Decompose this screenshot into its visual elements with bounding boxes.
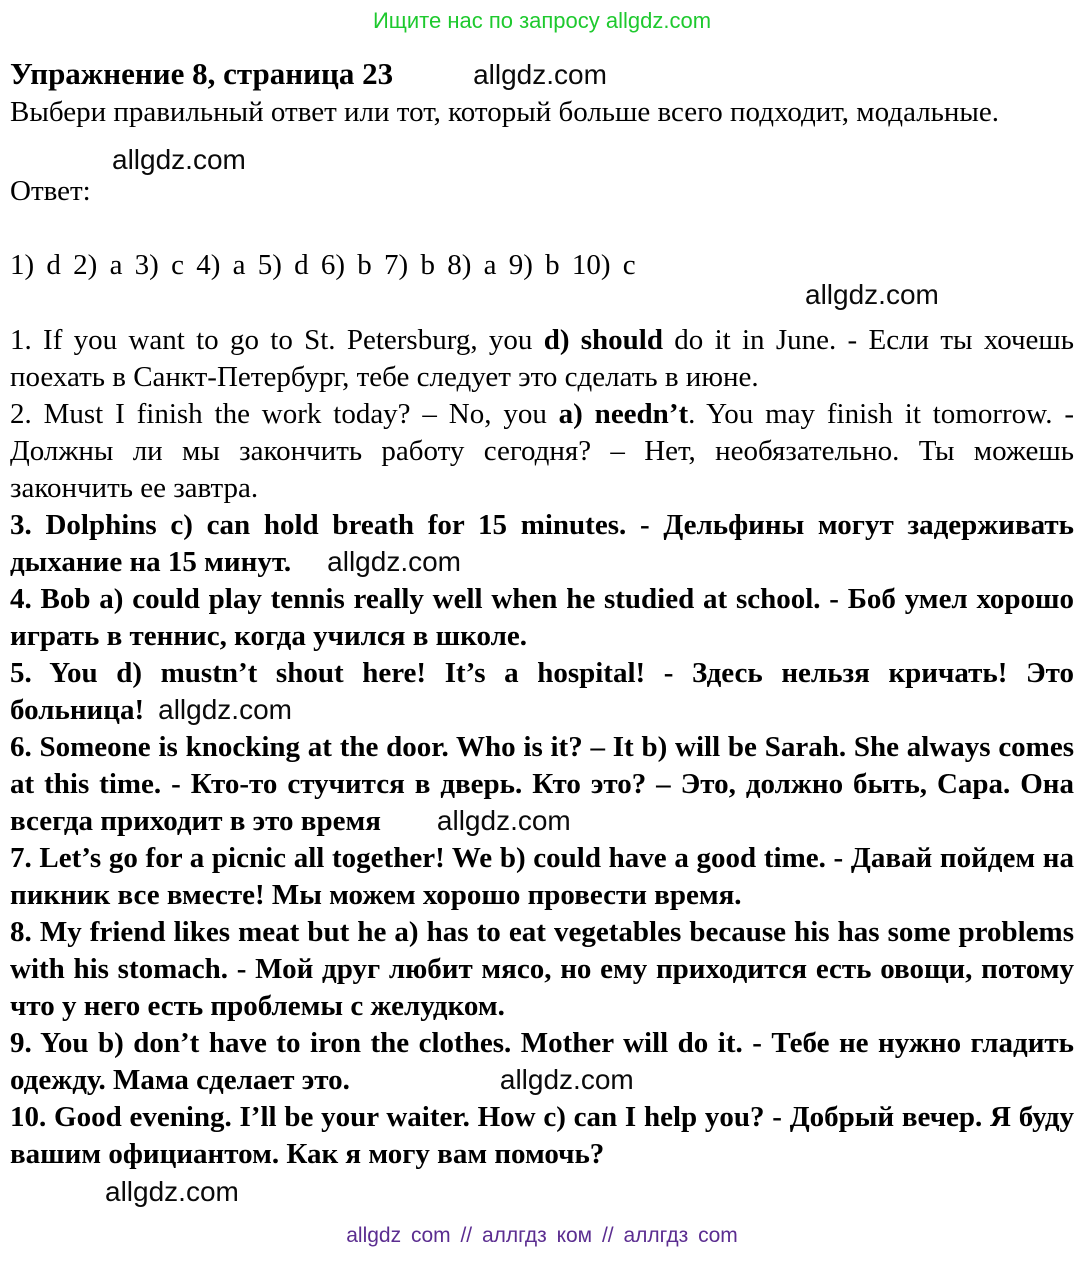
exercise-item-8 [10,914,1074,1025]
top-banner-text: Ищите нас по запросу allgdz.com [372,8,712,33]
item-text: . You may finish it tomorrow. - Должны ли мы закончить работу сегодня? – Нет, необязательно. Ты можешь закончить ее завтра. [10,398,1074,504]
exercise-item-1 [10,322,1074,396]
item-text: 7. Let’s go for a picnic all together! We b) could have a good time. - Давай пойдем на пикник все вместе! Мы можем хорошо провести время. [10,842,1074,911]
footer-text: allgdz com // аллгдз ком // аллгдз com [346,1224,738,1247]
exercise-item-9 [10,1025,1074,1099]
item-text: 1. If you want to go to St. Petersburg, you [10,324,544,356]
item-text: 6. Someone is knocking at the door. Who is it? – It b) will be Sarah. She always comes at this time. - Кто-то стучится в дверь. Кто это? – Это, должно быть, Сара. Она всегда приходит в это время [10,731,1074,837]
answer-choice-bold: a) needn’t [558,398,689,430]
item-text: 5. You d) mustn’t shout here! It’s a hospital! - Здесь нельзя кричать! Это больница! [10,657,1074,726]
watermark: allgdz.com [499,1064,634,1095]
item-text: 10. Good evening. I’ll be your waiter. How c) can I help you? - Добрый вечер. Я буду вашим официантом. Как я могу вам помочь? [10,1101,1074,1170]
answer-block [10,145,1074,207]
exercise-item-5 [10,655,1074,729]
watermark: allgdz.com [105,1176,239,1207]
item-text: 8. My friend likes meat but he a) has to eat vegetables because his has some problems with his stomach. - Мой друг любит мясо, но ему приходится есть овощи, потому что у него есть проблемы с желудком. [10,916,1074,1022]
exercise-item-3 [10,507,1074,581]
exercise-item-10 [10,1099,1074,1173]
heading-row [10,56,1074,92]
item-text: 2. Must I finish the work today? – No, you [10,398,559,430]
exercise-item-6 [10,729,1074,840]
item-text: 9. You b) don’t have to iron the clothes. Mother will do it. - Тебе не нужно гладить одежду. Мама сделает это. [10,1027,1074,1096]
watermark: allgdz.com [473,59,607,90]
solution-items [10,322,1074,1173]
answer-label: Ответ: [10,175,91,207]
exercise-item-2 [10,396,1074,507]
answer-choice-bold: d) should [543,324,663,356]
watermark: allgdz.com [327,546,462,577]
answers-summary-line: 1) d 2) a 3) c 4) a 5) d 6) b 7) b 8) a 9) b 10) c [10,249,636,281]
intro-text: Выбери правильный ответ или тот, который больше всего подходит, модальные. [10,96,1000,128]
watermark: allgdz.com [158,694,292,725]
exercise-item-7 [10,840,1074,914]
watermark: allgdz.com [805,279,939,310]
page-title: Упражнение 8, страница 23 [10,56,394,91]
item-text: 3. Dolphins c) can hold breath for 15 minutes. - Дельфины могут задерживать дыхание на 15 минут. [10,509,1074,578]
exercise-item-4 [10,581,1074,655]
item-text: do it in June. - Если ты хочешь поехать в Санкт-Петербург, тебе следует это сделать в июне. [10,324,1074,393]
item-text: 4. Bob a) could play tennis really well when he studied at school. - Боб умел хорошо играть в теннис, когда учился в школе. [10,583,1074,652]
watermark: allgdz.com [112,144,246,175]
watermark: allgdz.com [436,805,571,836]
